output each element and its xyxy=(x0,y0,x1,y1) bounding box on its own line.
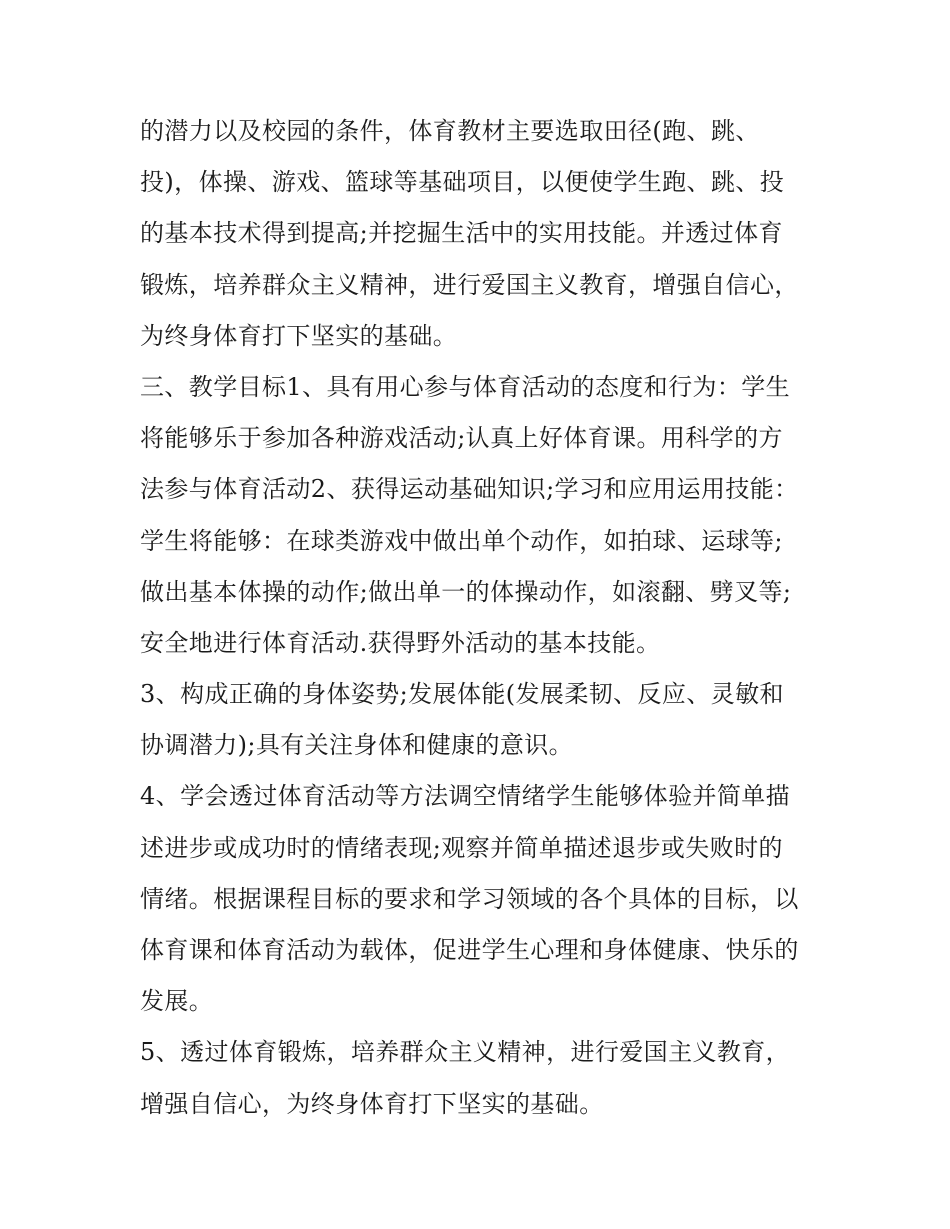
text-line: 的基本技术得到提高;并挖掘生活中的实用技能。并透过体育 xyxy=(140,219,783,248)
text-line: 情绪。根据课程目标的要求和学习领域的各个具体的目标，以 xyxy=(140,884,799,913)
text-line: 4、学会透过体育活动等方法调空情绪学生能够体验并简单描 xyxy=(140,782,791,811)
text-line: 协调潜力);具有关注身体和健康的意识。 xyxy=(140,731,574,760)
text-line: 将能够乐于参加各种游戏活动;认真上好体育课。用科学的方 xyxy=(140,424,783,453)
text-line: 锻炼，培养群众主义精神，进行爱国主义教育，增强自信心， xyxy=(140,270,799,299)
text-line: 三、教学目标1、具有用心参与体育活动的态度和行为：学生 xyxy=(140,372,791,401)
text-line: 学生将能够：在球类游戏中做出单个动作，如拍球、运球等; xyxy=(140,526,783,555)
text-line: 投)，体操、游戏、篮球等基础项目，以便使学生跑、跳、投 xyxy=(140,168,785,197)
paragraph-goal-4 xyxy=(140,771,820,1027)
text-line: 做出基本体操的动作;做出单一的体操动作，如滚翻、劈叉等; xyxy=(140,577,792,606)
paragraph-goal-3 xyxy=(140,669,820,771)
text-line: 体育课和体育活动为载体，促进学生心理和身体健康、快乐的 xyxy=(140,936,799,964)
text-line: 为终身体育打下坚实的基础。 xyxy=(140,321,458,350)
paragraph-teaching-goals xyxy=(140,362,820,669)
text-line: 发展。 xyxy=(140,987,214,1016)
text-line: 法参与体育活动2、获得运动基础知识;学习和应用运用技能： xyxy=(140,475,799,504)
text-line: 述进步或成功时的情绪表现;观察并简单描述退步或失败时的 xyxy=(140,833,783,862)
text-line: 安全地进行体育活动.获得野外活动的基本技能。 xyxy=(140,628,661,657)
paragraph-goal-5 xyxy=(140,1027,820,1129)
text-line: 5、透过体育锻炼，培养群众主义精神，进行爱国主义教育， xyxy=(140,1038,791,1067)
text-line: 的潜力以及校园的条件，体育教材主要选取田径(跑、跳、 xyxy=(140,117,760,145)
text-line: 增强自信心，为终身体育打下坚实的基础。 xyxy=(140,1089,604,1118)
document-body xyxy=(140,106,820,1130)
text-line: 3、构成正确的身体姿势;发展体能(发展柔韧、反应、灵敏和 xyxy=(140,680,784,709)
paragraph-rationale xyxy=(140,106,820,362)
